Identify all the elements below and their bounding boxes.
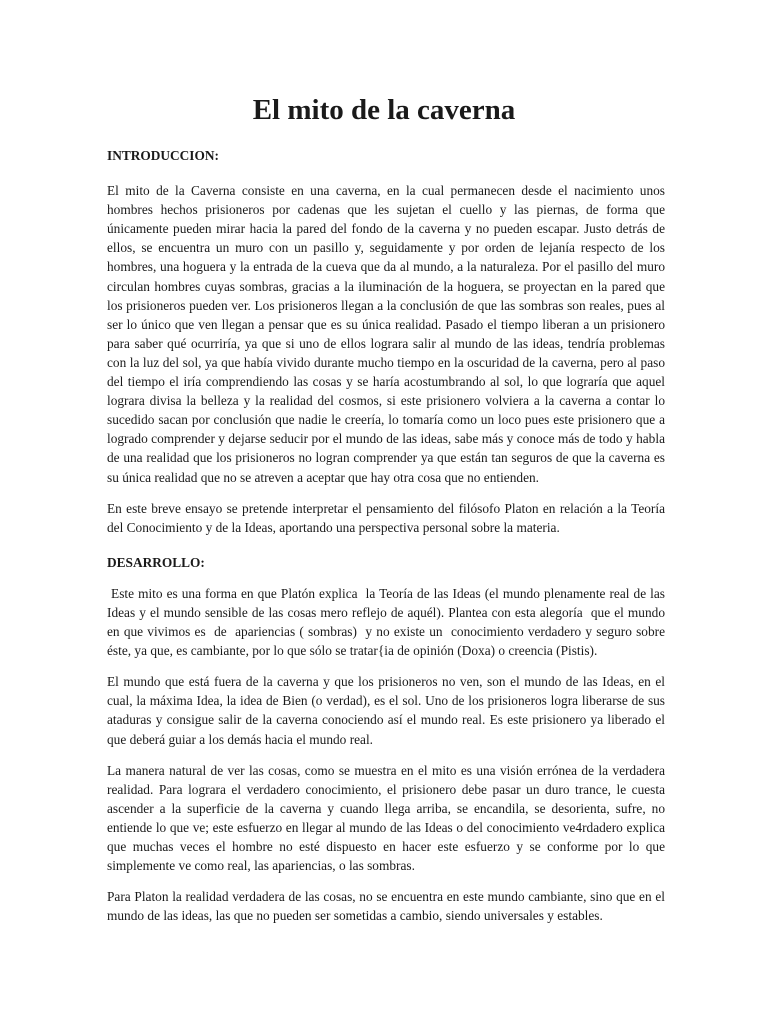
desarrollo-paragraph-4: Para Platon la realidad verdadera de las cosas, no se encuentra en este mundo cambiante, sino que en el mundo de las ideas, las que no pueden ser sometidas a cambio, siendo universales y estables.	[107, 889, 665, 924]
desarrollo-paragraph-3: La manera natural de ver las cosas, como se muestra en el mito es una visión errónea de la verdadera realidad. Para lograra el verdadero conocimiento, el prisionero debe pasar un duro trance, le cuesta ascender a la superficie de la caverna y cuando llega arriba, se encandila, se desorienta, sufre, no entiende lo que ve; este esfuerzo en llegar al mundo de las Ideas o del conocimiento ve4rdadero explica que muchas veces el hombre no esté dispuesto en hacer este esfuerzo y se conforme por lo que simplemente ve como real, las apariencias, o las sombras.	[107, 762, 665, 874]
document-title: El mito de la caverna	[252, 94, 516, 126]
section-heading-introduccion: INTRODUCCION:	[107, 148, 219, 163]
intro-paragraph-1: El mito de la Caverna consiste en una caverna, en la cual permanecen desde el nacimiento unos hombres hechos prisioneros por cadenas que les sujetan el cuello y las piernas, de forma que únicamente pueden mirar hacia la pared del fondo de la caverna y no pueden escapar. Justo detrás de ellos, se encuentra un muro con un pasillo y, seguidamente y por orden de lejanía respecto de los hombres, una hoguera y la entrada de la cueva que da al mundo, a la naturaleza. Por el pasillo del muro circulan hombres cuyas sombras, gracias a la iluminación de la hoguera, se proyectan en la pared que los prisioneros pueden ver. Los prisioneros llegan a la conclusión de que las sombras son reales, pues al ser lo único que ven llegan a pensar que es su única realidad. Pasado el tiempo liberan a un prisionero para saber qué ocurriría, ya que si uno de ellos lograra salir al mundo de las ideas, tendría problemas con la luz del sol, ya que había vivido durante mucho tiempo en la oscuridad de la caverna, pero al paso del tiempo el iría comprendiendo las cosas y se haría acostumbrando al sol, lo que lograría que aquel lograra divisa la belleza y la realidad del cosmos, si este prisionero volviera a la caverna a contar lo sucedido sacan por conclusión que nadie le creería, lo tomaría como un loco pues este prisionero que a logrado comprender y dejarse seducir por el mundo de las ideas, sabe más y conoce más de todo y habla de una realidad que los prisioneros no logran comprender ya que están tan seguros de que la caverna es su única realidad que no se atreven a aceptar que hay otra cosa que no entienden.	[107, 183, 665, 485]
section-heading-desarrollo: DESARROLLO:	[107, 554, 205, 570]
desarrollo-paragraph-1: Este mito es una forma en que Platón explica la Teoría de las Ideas (el mundo plenamente real de las Ideas y el mundo sensible de las cosas mero reflejo de aquél). Plantea con esta alegoría que el mundo en que vivimos es de apariencias ( sombras) y no existe un conocimiento verdadero y seguro sobre éste, ya que, es cambiante, por lo que sólo se tratar{ia de opinión (Doxa) o creencia (Pistis).	[107, 585, 669, 659]
desarrollo-paragraph-2: El mundo que está fuera de la caverna y que los prisioneros no ven, son el mundo de las Ideas, en el cual, la máxima Idea, la idea de Bien (o verdad), es el sol. Uno de los prisioneros logra liberarse de sus ataduras y consigue salir de la caverna conociendo así el mundo real. Es este prisionero ya liberado el que deberá guiar a los demás hacia el mundo real.	[107, 674, 665, 747]
intro-paragraph-2: En este breve ensayo se pretende interpretar el pensamiento del filósofo Platon en relación a la Teoría del Conocimiento y de la Ideas, aportando una perspectiva personal sobre la materia.	[107, 500, 665, 535]
document-body	[107, 146, 669, 925]
